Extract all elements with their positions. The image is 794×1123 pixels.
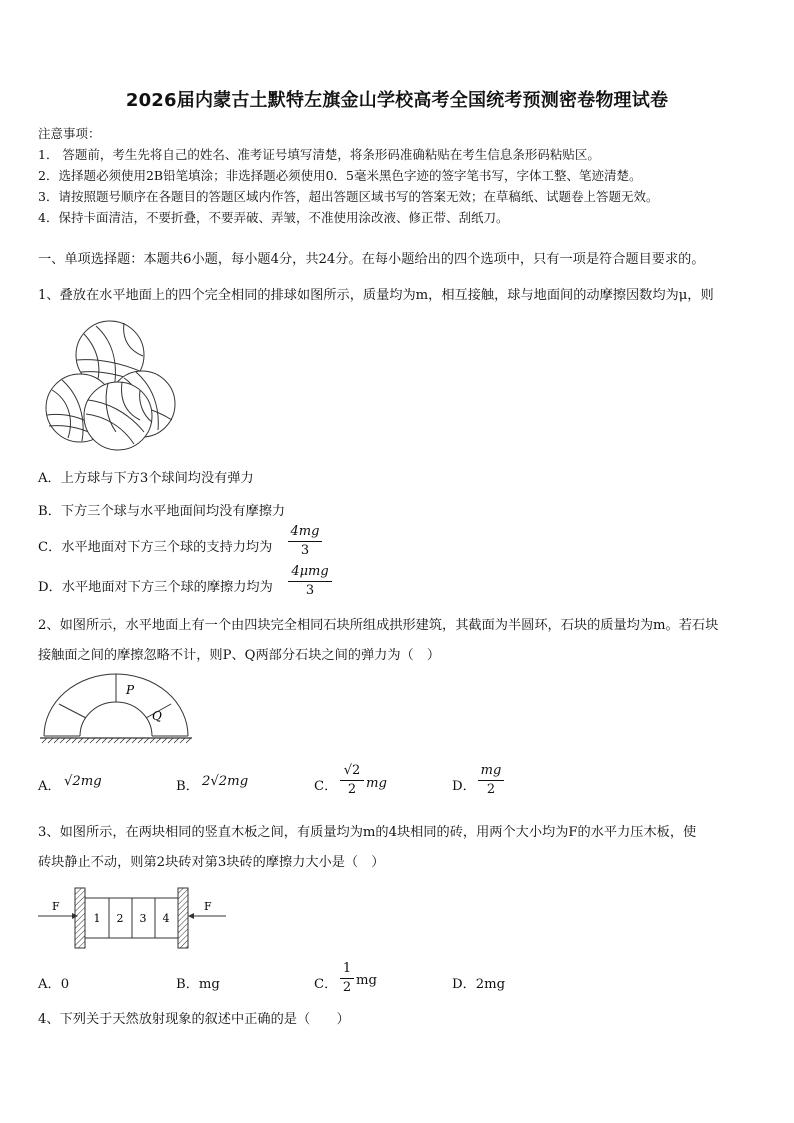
q2-stem-line1: 2、如图所示，水平地面上有一个由四块完全相同石块所组成拱形建筑，其截面为半圆环，石块的质量均为m。若石块 bbox=[38, 618, 719, 633]
q2-option-b-label: B． bbox=[176, 779, 199, 794]
q2-option-c-denominator: 2 bbox=[347, 782, 357, 797]
notice-item-1: 1． 答题前，考生先将自己的姓名、准考证号填写清楚，将条形码准确粘贴在考生信息条形码粘贴区。 bbox=[38, 147, 600, 162]
q2-option-d-label: D． bbox=[452, 779, 476, 794]
q2-option-d-numerator: mg bbox=[480, 763, 502, 778]
q1-option-d-denominator: 3 bbox=[305, 583, 315, 598]
q3-option-c-label: C． bbox=[314, 977, 338, 992]
notice-item-4: 4．保持卡面清洁，不要折叠，不要弄破、弄皱，不准使用涂改液、修正带、刮纸刀。 bbox=[38, 210, 509, 225]
q2-option-a-label: A． bbox=[38, 779, 61, 794]
q1-stem: 1、叠放在水平地面上的四个完全相同的排球如图所示，质量均为m，相互接触，球与地面间的动摩擦因数均为μ，则 bbox=[38, 288, 714, 303]
q3-option-b: B．mg bbox=[176, 977, 220, 992]
q2-option-d-denominator: 2 bbox=[486, 782, 496, 797]
q2-option-c-numerator: √2 bbox=[343, 763, 361, 778]
q1-option-c: C．水平地面对下方三个球的支持力均为 bbox=[38, 540, 273, 555]
q3-stem-line1: 3、如图所示，在两块相同的竖直木板之间，有质量均为m的4块相同的砖，用两个大小均为F的水平力压木板，使 bbox=[38, 825, 697, 840]
label-q: Q bbox=[152, 709, 162, 723]
section-heading: 一、单项选择题：本题共6小题，每小题4分，共24分。在每小题给出的四个选项中，只有一项是符合题目要求的。 bbox=[38, 252, 705, 267]
q4-stem: 4、下列关于天然放射现象的叙述中正确的是（ ） bbox=[38, 1012, 350, 1027]
page-title: 2026届内蒙古土默特左旗金山学校高考全国统考预测密卷物理试卷 bbox=[125, 90, 669, 111]
q3-option-c-fraction bbox=[340, 961, 354, 996]
q3-option-c-denominator: 2 bbox=[342, 980, 352, 995]
force-left-label: F bbox=[52, 900, 60, 913]
q1-option-d-numerator: 4μmg bbox=[291, 564, 329, 579]
arch-figure bbox=[40, 670, 195, 745]
label-p: P bbox=[126, 683, 135, 697]
force-right-label: F bbox=[204, 900, 212, 913]
notice-item-2: 2．选择题必须使用2B铅笔填涂；非选择题必须使用0．5毫米黑色字迹的签字笔书写，字体工整、笔迹清楚。 bbox=[38, 168, 642, 183]
brick-3-label: 3 bbox=[139, 912, 147, 925]
q3-stem-line2: 砖块静止不动，则第2块砖对第3块砖的摩擦力大小是（ ） bbox=[38, 855, 385, 870]
q2-option-c-suffix: mg bbox=[366, 776, 387, 791]
q3-option-c-suffix: mg bbox=[356, 973, 377, 988]
brick-4-label: 4 bbox=[162, 912, 170, 925]
notice-heading: 注意事项： bbox=[38, 126, 101, 141]
q3-option-d: D．2mg bbox=[452, 977, 506, 992]
q3-option-a: A．0 bbox=[38, 977, 70, 992]
q2-stem-line2: 接触面之间的摩擦忽略不计，则P、Q两部分石块之间的弹力为（ ） bbox=[38, 648, 441, 663]
q2-option-a-value: √2mg bbox=[64, 774, 102, 789]
q1-option-d-fraction bbox=[288, 564, 332, 599]
q1-option-b: B．下方三个球与水平地面间均没有摩擦力 bbox=[38, 504, 286, 519]
brick-2-label: 2 bbox=[116, 912, 124, 925]
notice-item-3: 3．请按照题号顺序在各题目的答题区域内作答，超出答题区域书写的答案无效；在草稿纸、试题卷上答题无效。 bbox=[38, 189, 659, 204]
brick-1-label: 1 bbox=[93, 912, 101, 925]
q1-option-c-fraction bbox=[288, 524, 322, 559]
bricks-figure bbox=[38, 886, 228, 952]
q2-option-c-fraction bbox=[340, 763, 364, 798]
q2-option-c-label: C． bbox=[314, 779, 338, 794]
q1-option-a: A．上方球与下方3个球间均没有弹力 bbox=[38, 471, 254, 486]
q3-option-c-numerator: 1 bbox=[342, 961, 352, 976]
q1-option-d: D．水平地面对下方三个球的摩擦力均为 bbox=[38, 580, 273, 595]
q2-option-b-value: 2√2mg bbox=[202, 774, 249, 789]
q1-option-c-denominator: 3 bbox=[300, 543, 310, 558]
q1-option-c-numerator: 4mg bbox=[290, 524, 320, 539]
volleyballs-figure bbox=[44, 320, 179, 450]
q2-option-d-fraction bbox=[478, 763, 504, 798]
